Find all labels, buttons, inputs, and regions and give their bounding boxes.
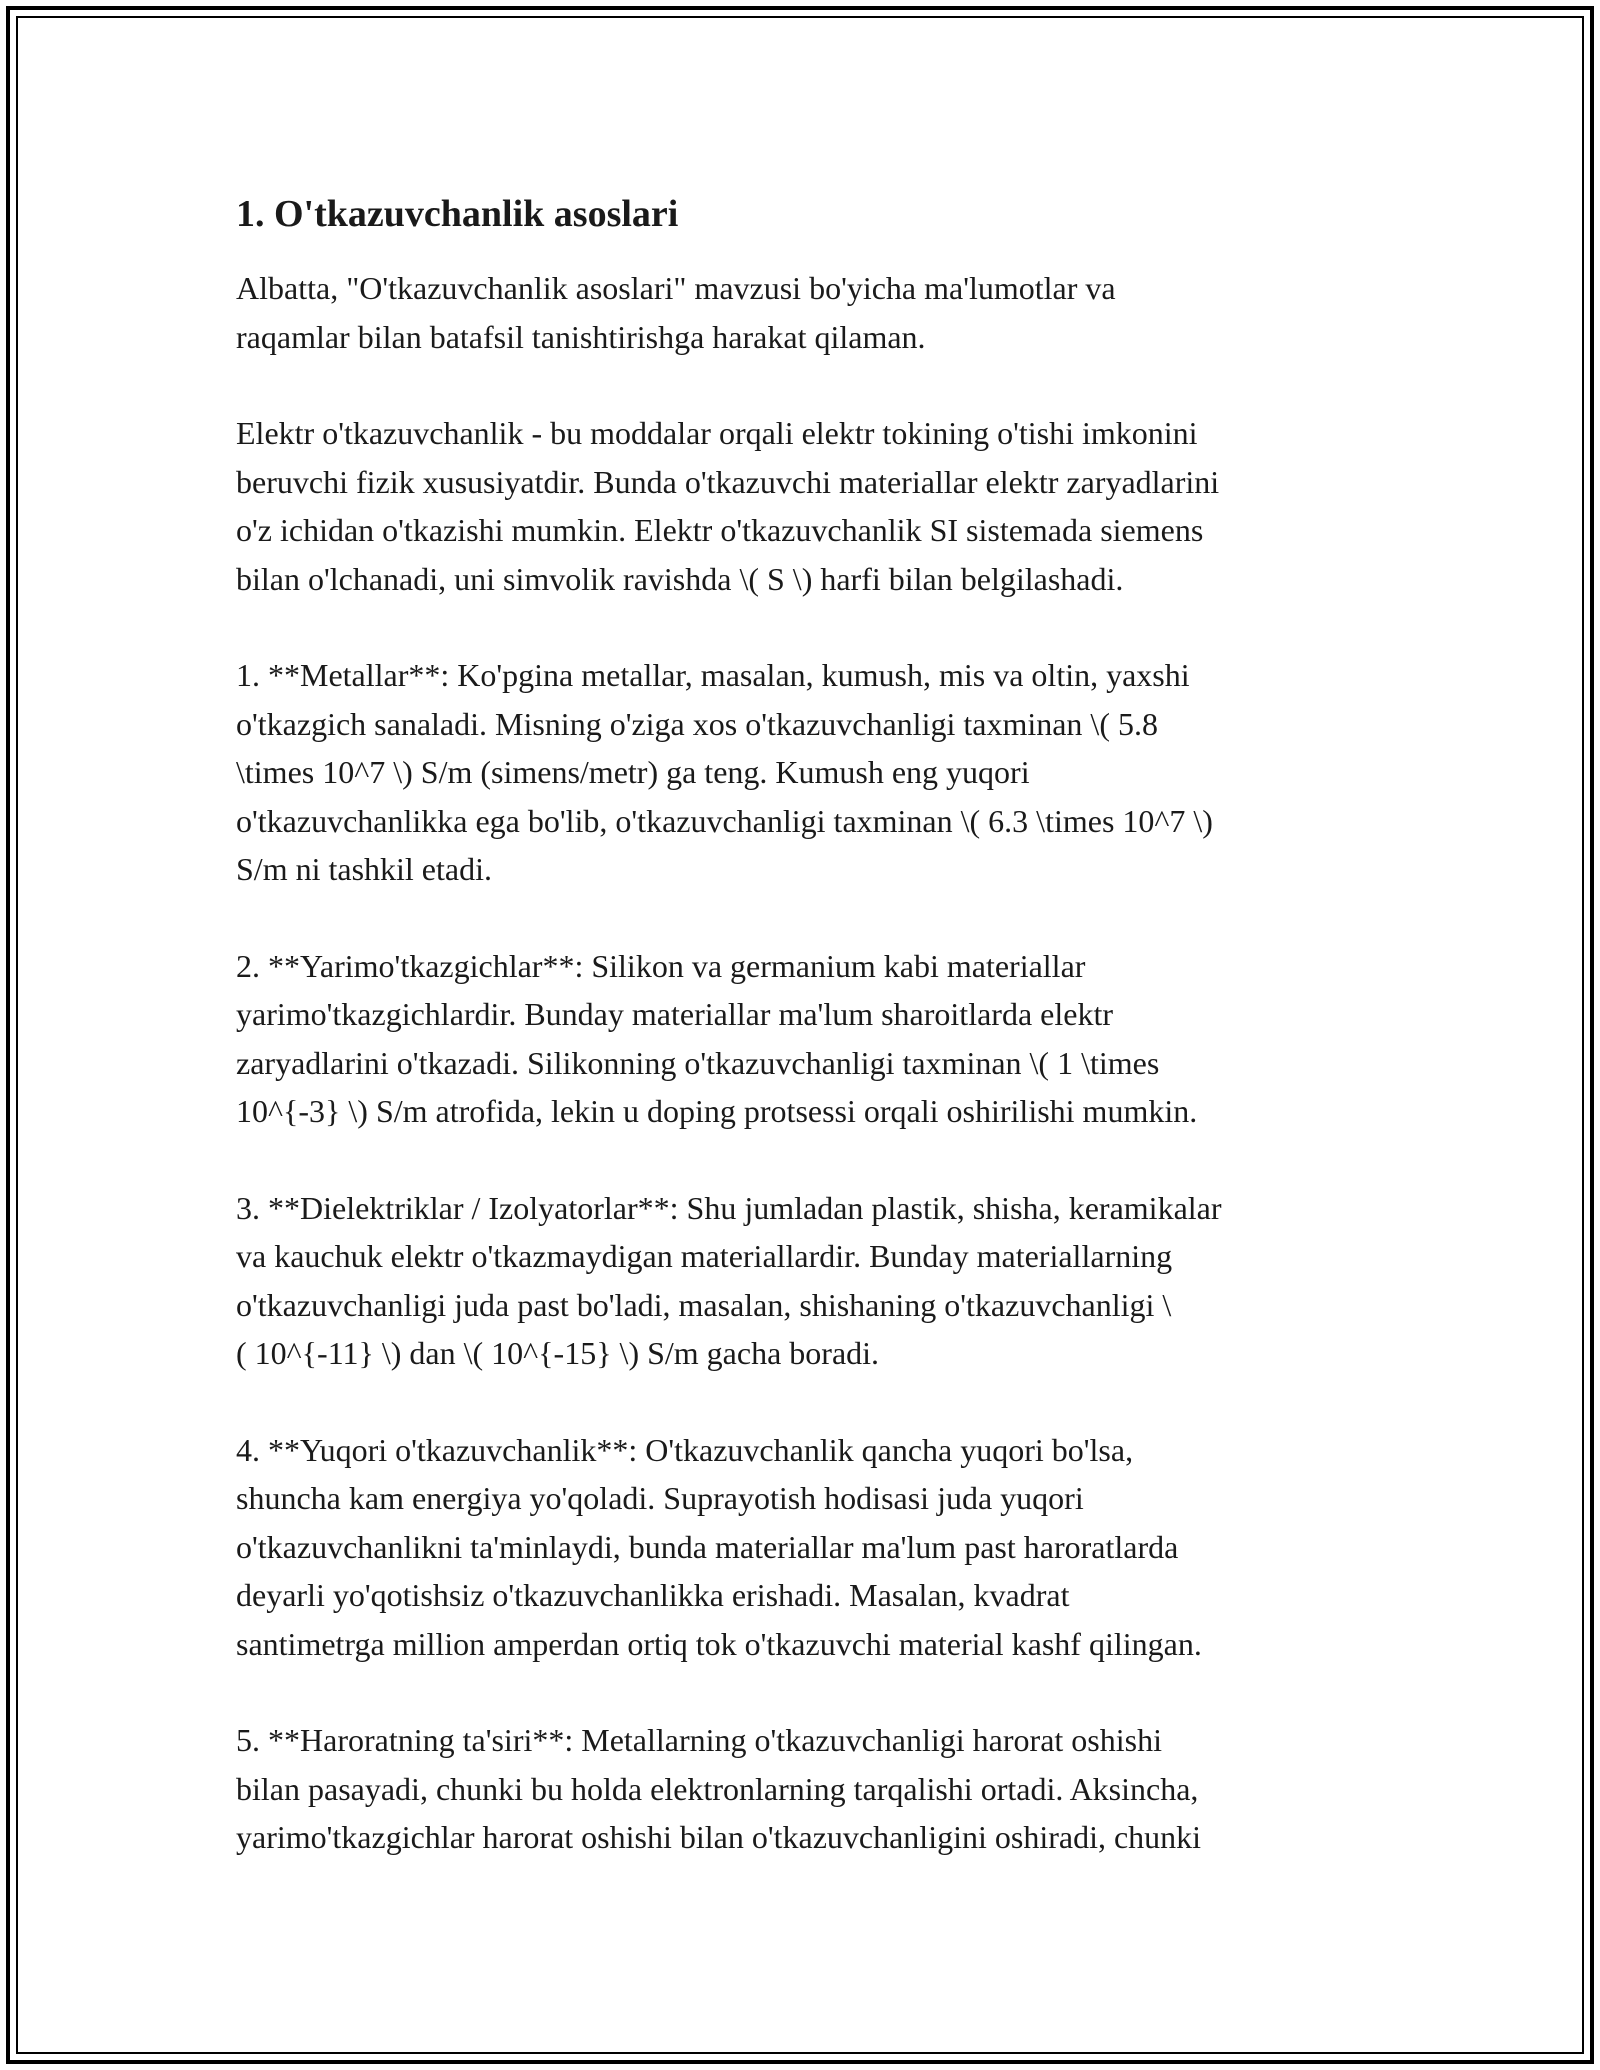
- paragraph-line: raqamlar bilan batafsil tanishtirishga harakat qilaman.: [236, 318, 926, 355]
- paragraph-line: shuncha kam energiya yo'qoladi. Suprayotish hodisasi juda yuqori: [236, 1480, 1084, 1516]
- paragraph-line: o'tkazuvchanligi juda past bo'ladi, masalan, shishaning o'tkazuvchanligi \: [236, 1286, 1172, 1323]
- paragraph-line: va kauchuk elektr o'tkazmaydigan materiallardir. Bunday materiallarning: [236, 1238, 1173, 1274]
- paragraph-line: o'tkazgich sanaladi. Misning o'ziga xos o'tkazuvchanligi taxminan \( 5.8: [236, 705, 1158, 742]
- paragraph-line: 3. **Dielektriklar / Izolyatorlar**: Shu jumladan plastik, shisha, keramikalar: [236, 1189, 1222, 1226]
- paragraph-intro: [236, 264, 1386, 361]
- paragraph-line: bilan o'lchanadi, uni simvolik ravishda \( S \) harfi bilan belgilashadi.: [236, 560, 1124, 597]
- paragraph-line: 5. **Haroratning ta'siri**: Metallarning o'tkazuvchanligi harorat oshishi: [236, 1722, 1162, 1758]
- paragraph-line: 1. **Metallar**: Ko'pgina metallar, masalan, kumush, mis va oltin, yaxshi: [236, 657, 1190, 693]
- paragraph-line: 4. **Yuqori o'tkazuvchanlik**: O'tkazuvchanlik qancha yuqori bo'lsa,: [236, 1431, 1134, 1468]
- document-title: 1. O'tkazuvchanlik asoslari: [236, 193, 679, 235]
- paragraph-dielectrics: [236, 1184, 1386, 1378]
- paragraph-line: 10^{-3} \) S/m atrofida, lekin u doping protsessi orqali oshirilishi mumkin.: [236, 1093, 1198, 1129]
- paragraph-semiconductors: [236, 942, 1386, 1136]
- paragraph-line: Albatta, "O'tkazuvchanlik asoslari" mavzusi bo'yicha ma'lumotlar va: [236, 270, 1116, 306]
- paragraph-line: bilan pasayadi, chunki bu holda elektronlarning tarqalishi ortadi. Aksincha,: [236, 1770, 1199, 1807]
- paragraph-metals: [236, 651, 1386, 894]
- paragraph-line: 2. **Yarimo'tkazgichlar**: Silikon va germanium kabi materiallar: [236, 947, 1086, 984]
- paragraph-line: ( 10^{-11} \) dan \( 10^{-15} \) S/m gacha boradi.: [236, 1335, 880, 1371]
- paragraph-line: o'tkazuvchanlikni ta'minlaydi, bunda materiallar ma'lum past haroratlarda: [236, 1528, 1179, 1565]
- paragraph-line: \times 10^7 \) S/m (simens/metr) ga teng. Kumush eng yuqori: [236, 754, 1030, 790]
- paragraph-temperature: [236, 1716, 1386, 1862]
- paragraph-high-conductivity: [236, 1426, 1386, 1669]
- paragraph-definition: [236, 409, 1386, 603]
- paragraph-line: Elektr o'tkazuvchanlik - bu moddalar orqali elektr tokining o'tishi imkonini: [236, 415, 1198, 451]
- paragraph-line: o'z ichidan o'tkazishi mumkin. Elektr o'tkazuvchanlik SI sistemada siemens: [236, 512, 1204, 548]
- paragraph-line: yarimo'tkazgichlar harorat oshishi bilan o'tkazuvchanligini oshiradi, chunki: [236, 1819, 1202, 1855]
- paragraph-line: santimetrga million amperdan ortiq tok o'tkazuvchi material kashf qilingan.: [236, 1625, 1202, 1662]
- paragraph-line: deyarli yo'qotishsiz o'tkazuvchanlikka erishadi. Masalan, kvadrat: [236, 1577, 1070, 1613]
- paragraph-line: S/m ni tashkil etadi.: [236, 851, 492, 887]
- paragraph-line: o'tkazuvchanlikka ega bo'lib, o'tkazuvchanligi taxminan \( 6.3 \times 10^7 \): [236, 802, 1213, 839]
- paragraph-line: beruvchi fizik xususiyatdir. Bunda o'tkazuvchi materiallar elektr zaryadlarini: [236, 463, 1220, 500]
- document-page: [236, 186, 1386, 1910]
- paragraph-line: yarimo'tkazgichlardir. Bunday materiallar ma'lum sharoitlarda elektr: [236, 996, 1113, 1032]
- paragraph-line: zaryadlarini o'tkazadi. Silikonning o'tkazuvchanligi taxminan \( 1 \times: [236, 1044, 1160, 1081]
